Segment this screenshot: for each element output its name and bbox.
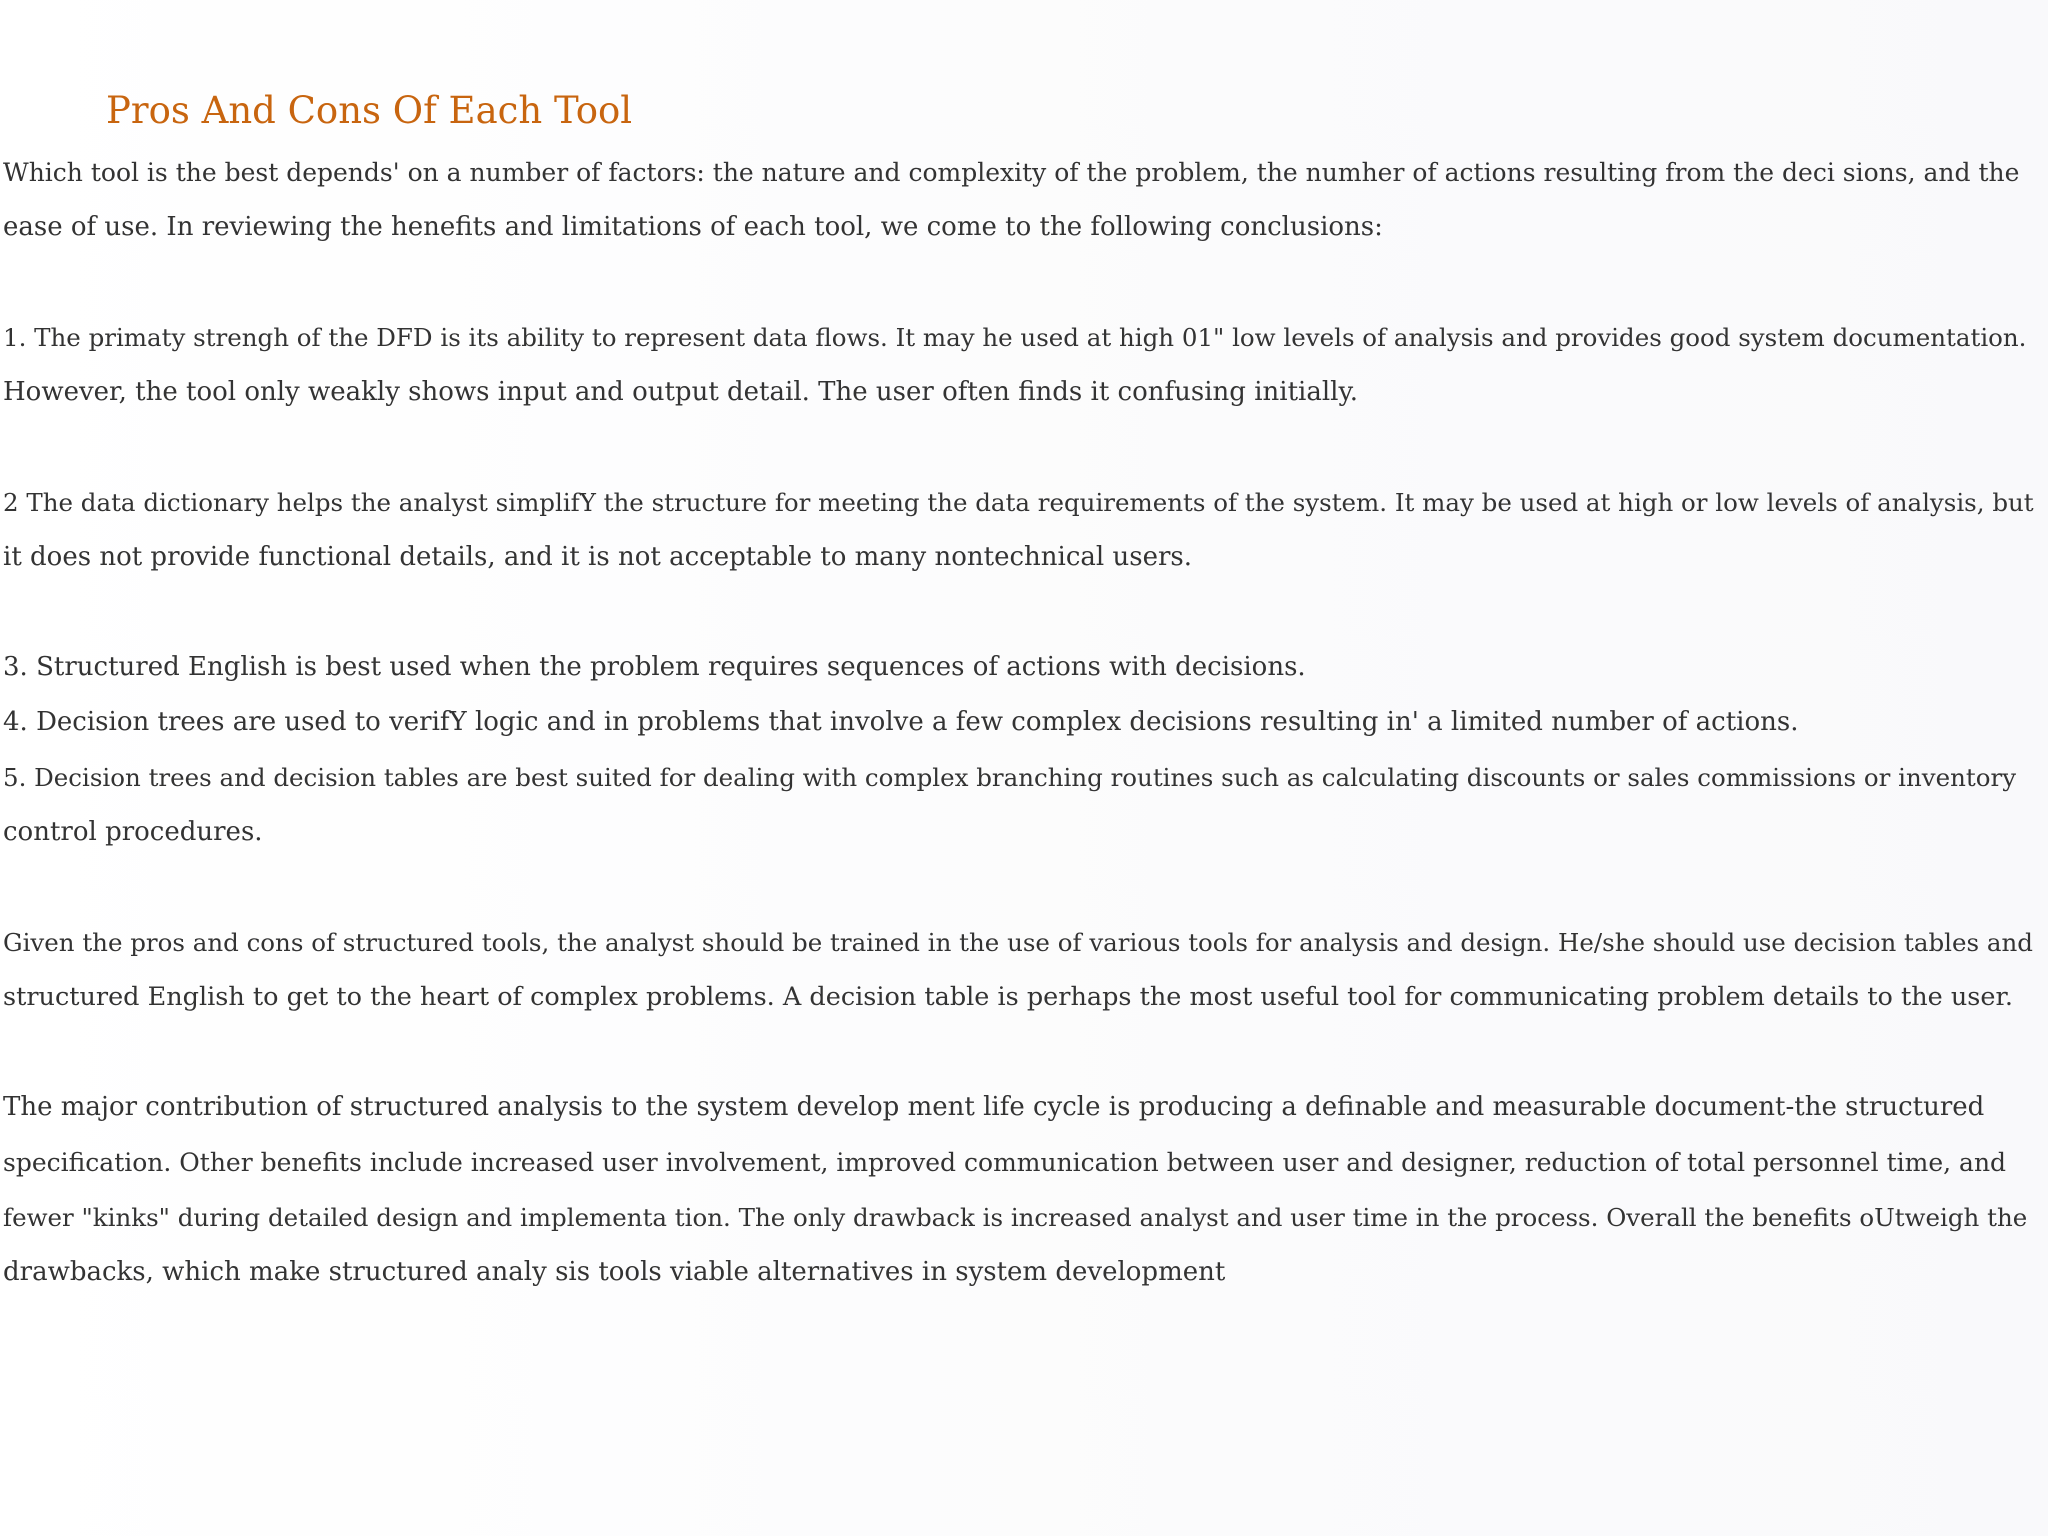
text-line: 2 The data dictionary helps the analyst simplifY the structure for meeting the data requirements of the system. It may be used at high or low levels of analysis, but xyxy=(3,488,2034,517)
text-line: specification. Other benefits include increased user involvement, improved communication between user and designer, reduction of total personnel time, and xyxy=(3,1148,2007,1177)
text-line: The major contribution of structured analysis to the system develop ment life cycle is producing a definable and measurable document-the structured xyxy=(3,1092,1985,1122)
point-2-paragraph xyxy=(3,475,2043,585)
text-line: Which tool is the best depends' on a number of factors: the nature and complexity of the problem, the numher of actions resulting from the deci sions, and the xyxy=(3,158,2020,187)
intro-paragraph xyxy=(3,145,2043,255)
text-line: it does not provide functional details, and it is not acceptable to many nontechnical users. xyxy=(3,542,1193,572)
text-line: control procedures. xyxy=(3,817,263,847)
document-body xyxy=(3,145,2043,1300)
text-line: 1. The primaty strengh of the DFD is its ability to represent data flows. It may he used at high 01" low levels of analysis and provides good system documentation. xyxy=(3,323,2027,352)
point-3-line: 3. Structured English is best used when the problem requires sequences of actions with decisions. xyxy=(3,652,1306,682)
text-line: drawbacks, which make structured analy sis tools viable alternatives in system development xyxy=(3,1257,1226,1287)
point-1-paragraph xyxy=(3,310,2043,420)
text-line: structured English to get to the heart of complex problems. A decision table is perhaps the most useful tool for communicating problem details to the user. xyxy=(3,982,2013,1012)
paragraph-spacer xyxy=(3,860,2043,915)
text-line: 5. Decision trees and decision tables are best suited for dealing with complex branching routines such as calculating discounts or sales commissions or inventory xyxy=(3,763,2017,792)
paragraph-spacer xyxy=(3,585,2043,640)
text-line: However, the tool only weakly shows input and output detail. The user often finds it confusing initially. xyxy=(3,377,1358,407)
conclusion-paragraph xyxy=(3,1080,2043,1300)
point-4-line: 4. Decision trees are used to verifY logic and in problems that involve a few complex decisions resulting in' a limited number of actions. xyxy=(3,707,1799,737)
points-3-to-5 xyxy=(3,640,2043,860)
text-line: ease of use. In reviewing the henefits and limitations of each tool, we come to the following conclusions: xyxy=(3,212,1383,242)
paragraph-spacer xyxy=(3,420,2043,475)
page-title: Pros And Cons Of Each Tool xyxy=(106,89,633,132)
text-line: fewer "kinks" during detailed design and implementa tion. The only drawback is increased analyst and user time in the process. Overall the benefits oUtweigh the xyxy=(3,1203,2028,1232)
text-line: Given the pros and cons of structured tools, the analyst should be trained in the use of various tools for analysis and design. He/she should use decision tables and xyxy=(3,928,2033,957)
summary-paragraph xyxy=(3,915,2043,1025)
paragraph-spacer xyxy=(3,1025,2043,1080)
paragraph-spacer xyxy=(3,255,2043,310)
